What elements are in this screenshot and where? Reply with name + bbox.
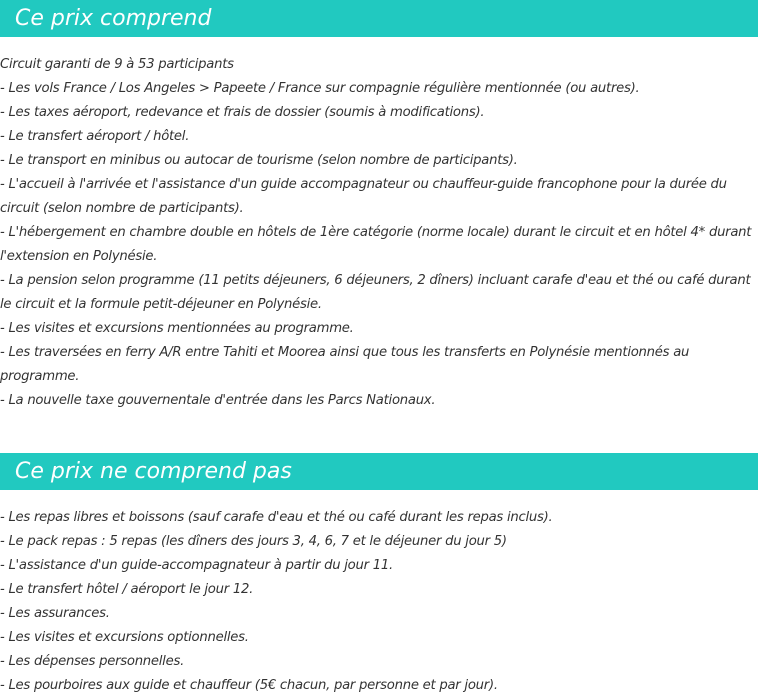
list-item: - Le transport en minibus ou autocar de tourisme (selon nombre de participants).: [0, 153, 518, 168]
included-title: Ce prix comprend: [15, 6, 212, 31]
list-item: - Le transfert aéroport / hôtel.: [0, 129, 190, 144]
list-item: - Les assurances.: [0, 606, 110, 621]
list-item: - Les traversées en ferry A/R entre Tahiti et Moorea ainsi que tous les transferts en Polynésie mentionnés au programme.: [0, 345, 690, 384]
list-item: - Les taxes aéroport, redevance et frais de dossier (soumis à modifications).: [0, 105, 485, 120]
list-item: - Les pourboires aux guide et chauffeur (5€ chacun, par personne et par jour).: [0, 678, 498, 693]
excluded-title: Ce prix ne comprend pas: [15, 459, 292, 484]
excluded-header: [0, 453, 758, 490]
list-item: - Les repas libres et boissons (sauf carafe d'eau et thé ou café durant les repas inclus).: [0, 510, 553, 525]
list-item: Circuit garanti de 9 à 53 participants: [0, 57, 234, 72]
included-list: [0, 37, 758, 413]
list-item: - L'accueil à l'arrivée et l'assistance d'un guide accompagnateur ou chauffeur-guide francophone pour la durée du circuit (selon nombre de participants).: [0, 177, 727, 216]
list-item: - Les visites et excursions optionnelles.: [0, 630, 249, 645]
excluded-section: [0, 453, 758, 698]
list-item: - Les visites et excursions mentionnées au programme.: [0, 321, 354, 336]
excluded-list: [0, 490, 758, 698]
list-item: - La nouvelle taxe gouvernentale d'entrée dans les Parcs Nationaux.: [0, 393, 436, 408]
list-item: - L'hébergement en chambre double en hôtels de 1ère catégorie (norme locale) durant le circuit et en hôtel 4* durant l'extension en Polynésie.: [0, 225, 752, 264]
list-item: - Le pack repas : 5 repas (les dîners des jours 3, 4, 6, 7 et le déjeuner du jour 5): [0, 534, 507, 549]
list-item: - L'assistance d'un guide-accompagnateur à partir du jour 11.: [0, 558, 393, 573]
included-header: [0, 0, 758, 37]
list-item: - La pension selon programme (11 petits déjeuners, 6 déjeuners, 2 dîners) incluant carafe d'eau et thé ou café durant le circuit et la formule petit-déjeuner en Polynésie.: [0, 273, 751, 312]
list-item: - Le transfert hôtel / aéroport le jour 12.: [0, 582, 254, 597]
list-item: - Les vols France / Los Angeles > Papeete / France sur compagnie régulière mentionnée (ou autres).: [0, 81, 640, 96]
list-item: - Les dépenses personnelles.: [0, 654, 185, 669]
